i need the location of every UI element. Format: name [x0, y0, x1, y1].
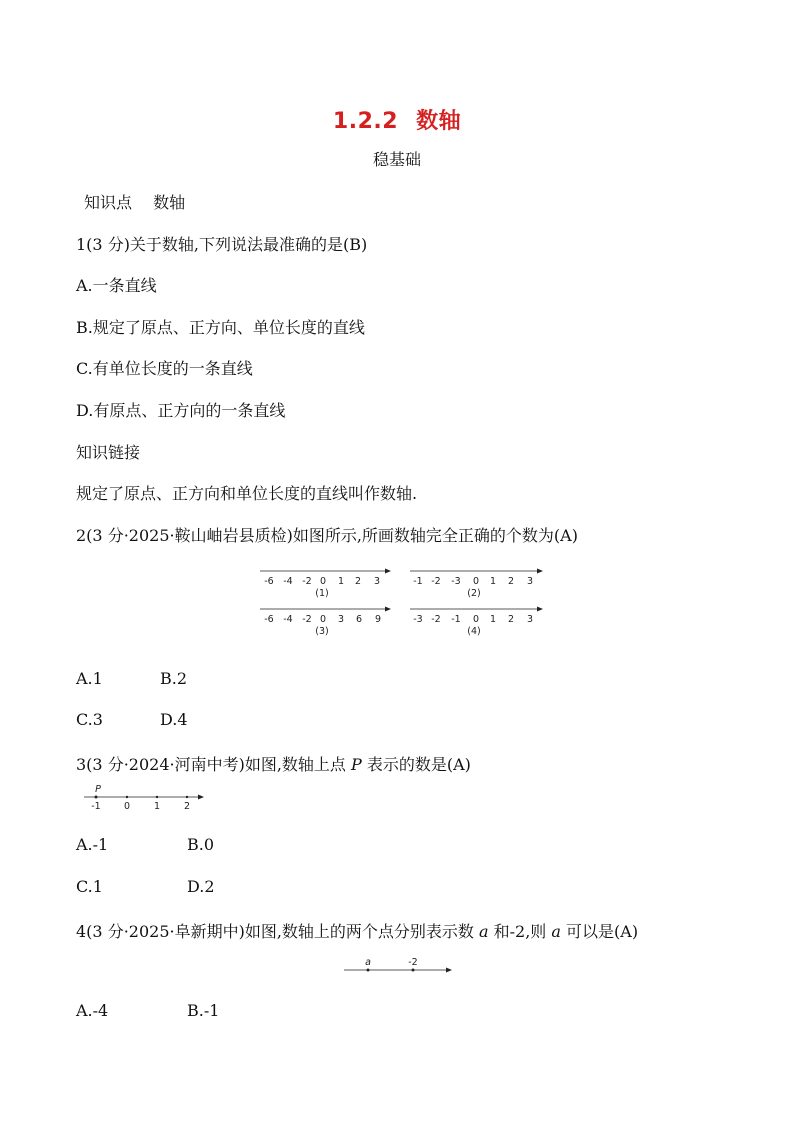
q2-option-d: D.4 [160, 710, 188, 729]
fig1-label: 1 [337, 576, 345, 587]
q4-stem-text: 可以是(A) [560, 922, 639, 941]
fig3-label: 3 [337, 614, 345, 625]
fig1-label: -2 [302, 576, 312, 587]
q1-option-d: D.有原点、正方向的一条直线 [76, 401, 286, 420]
fig3-label: -2 [302, 614, 312, 625]
q3-option-b: B.0 [187, 835, 215, 854]
q1-option-b: B.规定了原点、正方向、单位长度的直线 [76, 318, 365, 337]
q4-option-a: A.-4 [76, 1001, 109, 1020]
q1-option-a: A.一条直线 [76, 276, 157, 295]
q1-stem: 1(3 分)关于数轴,下列说法最准确的是(B) [76, 235, 368, 254]
fig2-label: -3 [451, 576, 461, 587]
knowledge-point: 知识点 数轴 [84, 193, 186, 212]
q3-option-c: C.1 [76, 877, 103, 896]
fig2-label: -2 [431, 576, 441, 587]
q4-option-b: B.-1 [187, 1001, 220, 1020]
knowledge-link-text: 规定了原点、正方向和单位长度的直线叫作数轴. [76, 484, 418, 503]
q3-axis-label: 0 [123, 801, 131, 812]
q4-stem-var: a [551, 922, 561, 941]
q3-stem-text: 表示的数是(A) [361, 755, 471, 774]
q3-stem-text: 3(3 分·2024·河南中考)如图,数轴上点 [76, 755, 351, 774]
fig4-label: 0 [472, 614, 480, 625]
fig2-label: -1 [413, 576, 423, 587]
fig3-label: 0 [319, 614, 327, 625]
q4-point-a-label: a [365, 957, 371, 968]
q2-option-a: A.1 [76, 669, 103, 688]
fig2-label: 2 [507, 576, 515, 587]
q1-option-c: C.有单位长度的一条直线 [76, 359, 253, 378]
fig1-caption: (1) [315, 588, 329, 599]
q4-stem-var: a [479, 922, 489, 941]
fig1-label: -6 [264, 576, 274, 587]
q3-option-d: D.2 [187, 877, 215, 896]
q3-point-label: P [95, 784, 101, 795]
fig4-label: 3 [526, 614, 534, 625]
q4-stem-text: 和-2,则 [488, 922, 552, 941]
q2-option-c: C.3 [76, 710, 103, 729]
fig2-label: 3 [526, 576, 534, 587]
fig1-label: 0 [319, 576, 327, 587]
q3-axis-label: 1 [153, 801, 161, 812]
fig1-label: 2 [354, 576, 362, 587]
q3-option-a: A.-1 [76, 835, 109, 854]
q3-axis-label: -1 [91, 801, 101, 812]
fig4-label: 1 [489, 614, 497, 625]
q4-stem-text: 4(3 分·2025·阜新期中)如图,数轴上的两个点分别表示数 [76, 922, 479, 941]
q2-stem: 2(3 分·2025·鞍山岫岩县质检)如图所示,所画数轴完全正确的个数为(A) [76, 526, 578, 545]
knowledge-link-title: 知识链接 [76, 443, 141, 462]
q2-option-b: B.2 [160, 669, 188, 688]
fig4-label: -1 [451, 614, 461, 625]
fig3-caption: (3) [315, 626, 329, 637]
fig4-label: -2 [431, 614, 441, 625]
q4-figure [340, 955, 460, 979]
fig1-label: 3 [373, 576, 381, 587]
q3-axis-label: 2 [183, 801, 191, 812]
fig3-label: -4 [283, 614, 293, 625]
q4-point-b-label: -2 [408, 957, 418, 968]
fig2-label: 0 [472, 576, 480, 587]
fig3-label: 6 [355, 614, 363, 625]
q3-stem-var: P [351, 755, 362, 774]
fig4-caption: (4) [467, 626, 481, 637]
q2-figure [250, 562, 550, 644]
fig1-label: -4 [283, 576, 293, 587]
q3-figure [80, 784, 210, 814]
fig4-label: -3 [413, 614, 423, 625]
fig2-label: 1 [489, 576, 497, 587]
section-title [0, 104, 794, 135]
subtitle: 稳基础 [372, 150, 421, 169]
q4-stem [76, 919, 638, 942]
section-name: 数轴 [416, 109, 462, 134]
section-number: 1.2.2 [332, 109, 399, 134]
fig3-label: 9 [374, 614, 382, 625]
fig4-label: 2 [507, 614, 515, 625]
fig2-caption: (2) [467, 588, 481, 599]
q3-stem [76, 752, 471, 775]
fig3-label: -6 [264, 614, 274, 625]
